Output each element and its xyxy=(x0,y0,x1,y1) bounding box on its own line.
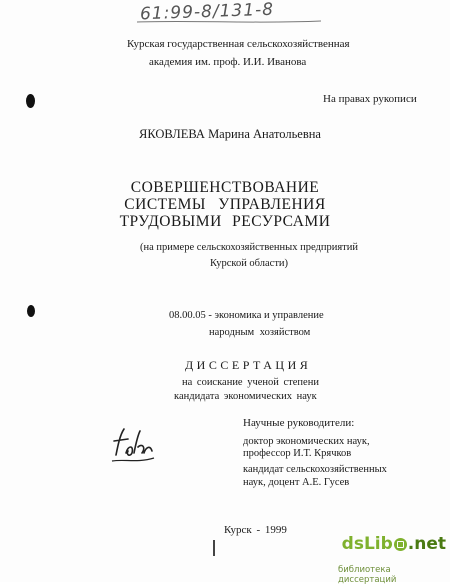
subtitle-line-1: (на примере сельскохозяйственных предприятий xyxy=(140,242,358,253)
watermark xyxy=(338,530,450,585)
watermark-tagline: библиотека диссертаций xyxy=(338,565,397,585)
degree-line-1: на соискание ученой степени xyxy=(182,377,319,388)
specialty-line-2: народным хозяйством xyxy=(209,327,311,338)
watermark-logo xyxy=(342,534,446,554)
degree-line-2: кандидата экономических наук xyxy=(174,391,317,402)
handwritten-catalogue-number: 61:99-8/131-8 xyxy=(139,0,275,25)
author-name: ЯКОВЛЕВА Марина Анатольевна xyxy=(139,127,321,141)
scan-hole-mark xyxy=(26,94,35,108)
watermark-site-name-part2: .net xyxy=(407,534,446,554)
supervisors-heading: Научные руководители: xyxy=(243,417,355,429)
specialty-code: 08.00.05 - экономика и управление xyxy=(169,310,324,321)
institution-line-1: Курская государственная сельскохозяйственная xyxy=(127,38,350,50)
city-year: Курск - 1999 xyxy=(224,524,287,536)
scan-hole-mark xyxy=(27,305,35,317)
title-line-2: СИСТЕМЫ УПРАВЛЕНИЯ xyxy=(124,196,326,213)
watermark-site-name-part1: dsLib xyxy=(341,534,393,554)
book-icon xyxy=(394,538,407,551)
scan-mark xyxy=(213,540,215,556)
title-line-1: СОВЕРШЕНСТВОВАНИЕ xyxy=(130,179,320,196)
document-type: ДИССЕРТАЦИЯ xyxy=(185,358,312,372)
subtitle-line-2: Курской области) xyxy=(210,258,289,269)
underline-stroke xyxy=(135,19,325,25)
manuscript-rights-note: На правах рукописи xyxy=(323,93,417,105)
supervisor-1-line-1: доктор экономических наук, xyxy=(243,436,370,447)
supervisor-2-line-1: кандидат сельскохозяйственных xyxy=(243,464,387,475)
title-line-3: ТРУДОВЫМИ РЕСУРСАМИ xyxy=(119,213,331,230)
handwritten-signature xyxy=(110,425,158,467)
supervisor-2-line-2: наук, доцент А.Е. Гусев xyxy=(243,477,350,488)
supervisor-1-line-2: профессор И.Т. Крячков xyxy=(243,448,352,459)
institution-line-2: академия им. проф. И.И. Иванова xyxy=(149,56,307,68)
